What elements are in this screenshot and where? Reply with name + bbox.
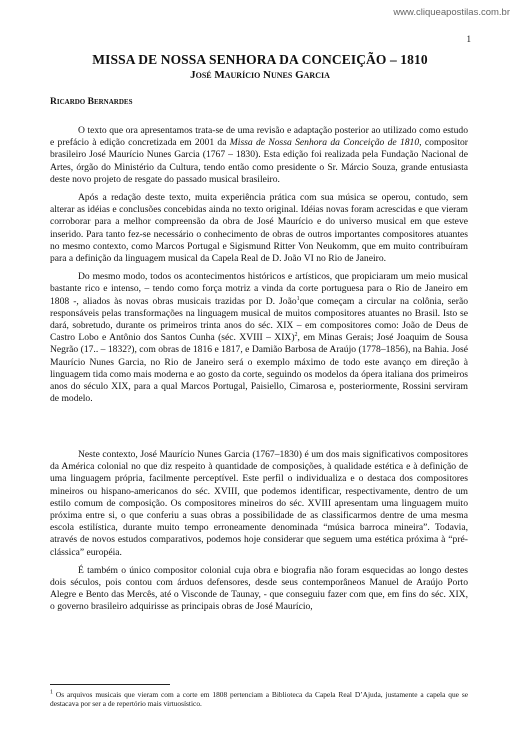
footnote-marker: 1 xyxy=(50,689,53,696)
paragraph-2: Após a redação deste texto, muita experiência prática com sua música se operou, contudo, sem alterar as idéias e conclusões concebidas ainda no texto original. Idéias novas foram acrescidas e que vieram corroborar para a melhor compreensão da obra de José Maurício e do universo musical em que esteve inserido. Para tanto fez-se necessário o conhecimento de obras de outros importantes compositores atuantes no mesmo contexto, como Marcos Portugal e Sigismund Ritter Von Neukomm, que em muito contribuíram para a definição da linguagem musical da Capela Real de D. João VI no Rio de Janeiro. xyxy=(50,192,468,265)
paragraph-3-text-a: Do mesmo modo, todos os acontecimentos históricos e artísticos, que propiciaram um meio musical bastante rico e intenso, – tendo como força motriz a vinda da corte portuguesa para o Rio de Janeiro em 1808 -, aliados às novas obras musicais trazidas por D. João xyxy=(50,271,468,307)
document-title: MISSA DE NOSSA SENHORA DA CONCEIÇÃO – 1810 xyxy=(92,52,428,67)
body-text-bottom xyxy=(50,449,468,620)
document-subtitle: José Maurício Nunes Garcia xyxy=(190,69,330,81)
author-name: Ricardo Bernardes xyxy=(50,97,133,107)
site-watermark: www.cliqueapostilas.com.br xyxy=(393,7,510,18)
paragraph-3 xyxy=(50,271,468,405)
paragraph-3-text-c: , em Minas Gerais; José Joaquim de Sousa Negrão (17.. – 1832?), com obras de 1816 e 1817, e Damião Barbosa de Araújo (1778–1856), na Bahia. José Maurício Nunes Garcia, no Rio de Janeiro será o exemplo máximo de todo este avanço em direção à linguagem tida como mais moderna e ao gosto da corte, seguindo os modelos da ópera italiana dos primeiros anos do século XIX, para a qual Marcos Portugal, Paisiello, Cimarosa e, posteriormente, Rossini serviram de modelo. xyxy=(50,332,469,405)
paragraph-1-italic-title: Missa de Nossa Senhora da Conceição de 1810 xyxy=(229,137,420,149)
paragraph-4: Neste contexto, José Maurício Nunes Garcia (1767–1830) é um dos mais significativos compositores da América colonial no que diz respeito à quantidade de composições, à qualidade estética e à definição de uma linguagem própria, facilmente perceptível. Este perfil o individualiza e o destaca dos compositores mineiros ou hispano-americanos do séc. XVIII, que podemos identificar, respectivamente, dentro de um estilo comum de composição. Os compositores mineiros do séc. XVIII apresentam uma linguagem muito próxima entre si, o que conferiu a suas obras a possibilidade de as classificarmos dentre de uma mesma escola estilística, durante muito tempo erroneamente denominada “música barroca mineira”. Todavia, através de novos estudos comparativos, podemos hoje considerar que seguem uma estética próxima à “pré-clássica” européia. xyxy=(50,449,468,558)
footnote-ref-1[interactable]: 1 xyxy=(296,295,300,302)
paragraph-5: É também o único compositor colonial cuja obra e biografia não foram esquecidas ao longo destes dois séculos, pois contou com árduos defensores, desde seus contemporâneos Manuel de Araújo Porto Alegre e Bento das Mercês, até o Visconde de Taunay, - que conseguiu fazer com que, em fins do séc. XIX, o governo brasileiro adquirisse as principais obras de José Maurício, xyxy=(50,564,468,613)
paragraph-1 xyxy=(50,125,468,186)
footnote-text: Os arquivos musicais que vieram com a corte em 1808 pertenciam a Biblioteca da Capela Real D’Ajuda, justamente a capela que se destacava por ser a de repertório mais virtuosístico. xyxy=(50,690,468,709)
footnote-ref-2[interactable]: 2 xyxy=(294,332,298,339)
paragraph-3-text-b: que começam a circular na colônia, serão responsáveis pelas transformações na linguagem musical de muitos compositores atuantes no Brasil. Isto se dará, sobretudo, durante os primeiros trinta anos do séc. XIX – em compositores como: João de Deus de Castro Lobo e Antônio dos Santos Cunha (séc. XVIII – XIX) xyxy=(50,295,469,344)
paragraph-1-text-a: O texto que ora apresentamos trata-se de uma revisão e adaptação posterior ao utilizado como estudo e prefácio à edição concretizada em 2001 da xyxy=(50,125,468,149)
page-number: 1 xyxy=(466,34,471,44)
paragraph-1-text-b: , compositor brasileiro José Maurício Nunes Garcia (1767 – 1830). Esta edição foi realizada pela Fundação Nacional de Artes, órgão do Ministério da Cultura, tendo então como presidente o Sr. Márcio Souza, grande entusiasta deste novo projeto de resgate do passado musical brasileiro. xyxy=(50,137,469,185)
footnote xyxy=(50,690,468,709)
body-text-top xyxy=(50,125,468,411)
footnote-divider xyxy=(50,684,170,685)
